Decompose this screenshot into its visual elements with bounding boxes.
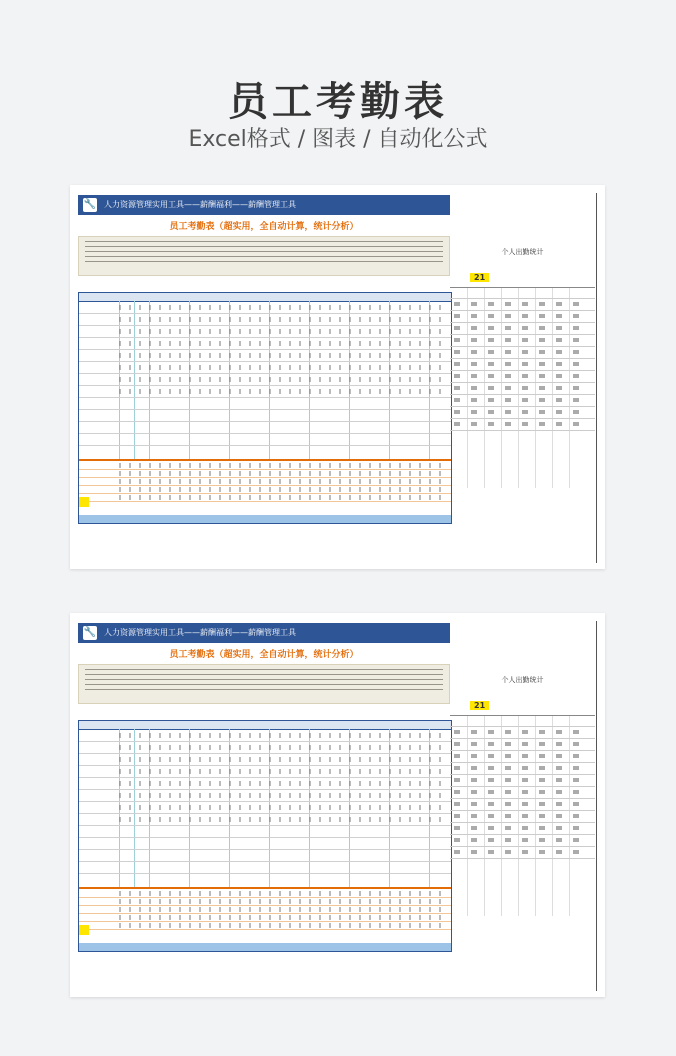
- banner-text: 人力资源管理实用工具——薪酬福利——薪酬管理工具: [104, 200, 296, 209]
- personal-stats-panel: [450, 195, 595, 555]
- stats-grid: [450, 287, 595, 488]
- workdays-row: [450, 273, 595, 282]
- wrench-icon: 🔧: [83, 627, 97, 638]
- summary-block: [79, 887, 451, 937]
- instructions-block: [78, 236, 450, 276]
- date-row: [78, 281, 450, 290]
- attendance-grid: [78, 720, 452, 952]
- sheet-banner: [78, 623, 450, 643]
- instructions-block: [78, 664, 450, 704]
- stats-title: 个人出勤统计: [501, 676, 544, 684]
- attendance-sheet: [78, 195, 450, 524]
- stats-grid: [450, 715, 595, 916]
- sheet-banner: [78, 195, 450, 215]
- wrench-icon: 🔧: [83, 199, 97, 210]
- preview-card-1: [70, 185, 605, 569]
- sheet-title: 员工考勤表（超实用，全自动计算，统计分析）: [169, 650, 359, 660]
- preview-card-2: [70, 613, 605, 997]
- hero-title: 员工考勤表: [228, 79, 448, 125]
- banner-text: 人力资源管理实用工具——薪酬福利——薪酬管理工具: [104, 628, 296, 637]
- sheet-title: 员工考勤表（超实用，全自动计算，统计分析）: [169, 222, 359, 232]
- hero-subtitle: Excel格式 / 图表 / 自动化公式: [188, 127, 488, 152]
- workdays-row: [450, 701, 595, 710]
- attendance-grid: [78, 292, 452, 524]
- summary-block: [79, 459, 451, 509]
- page-edge: [596, 621, 597, 991]
- grid-footer: [79, 515, 451, 523]
- page-edge: [596, 193, 597, 563]
- stats-title: 个人出勤统计: [501, 248, 544, 256]
- personal-stats-panel: [450, 623, 595, 983]
- workdays-badge: 21: [470, 703, 489, 710]
- date-row: [78, 709, 450, 718]
- workdays-badge: 21: [470, 275, 489, 282]
- grid-footer: [79, 943, 451, 951]
- attendance-sheet: [78, 623, 450, 952]
